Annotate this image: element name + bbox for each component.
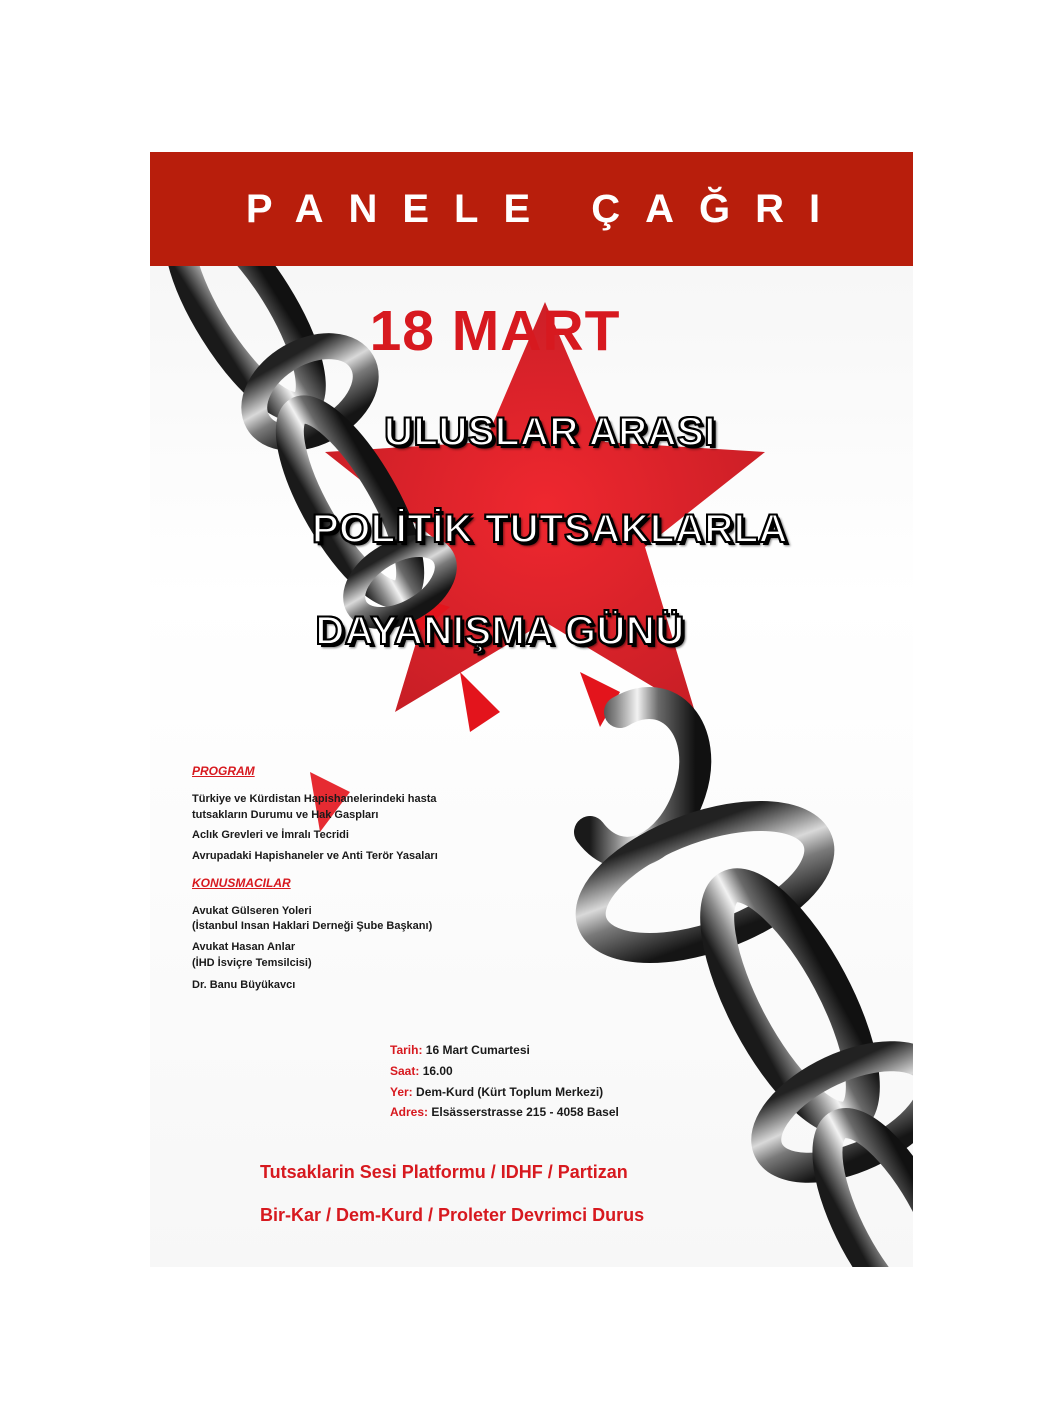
program-title: PROGRAM	[192, 764, 255, 778]
time-label: Saat:	[390, 1064, 420, 1078]
headline-line-3: DAYANIŞMA GÜNÜ	[315, 609, 685, 653]
speaker-affiliation: (İstanbul Insan Haklari Derneği Şube Başkanı)	[192, 920, 433, 932]
title-banner	[150, 152, 913, 266]
program-item: Avrupadaki Hapishaneler ve Anti Terör Yasaları	[192, 850, 438, 862]
event-place-info	[390, 1085, 603, 1099]
speaker-name: Avukat Gülseren Yoleri	[192, 905, 312, 917]
poster	[150, 152, 913, 1267]
speakers-title: KONUSMACILAR	[192, 876, 291, 890]
speaker-name: Dr. Banu Büyükavcı	[192, 979, 296, 991]
event-time-info	[390, 1064, 453, 1078]
program-item: Aclık Grevleri ve İmralı Tecridi	[192, 829, 349, 841]
address-label: Adres:	[390, 1105, 429, 1119]
speaker-name: Avukat Hasan Anlar	[192, 941, 296, 953]
time-value: 16.00	[422, 1064, 453, 1078]
event-address-info	[390, 1105, 619, 1119]
speaker-affiliation: (İHD İsviçre Temsilcisi)	[192, 957, 312, 969]
organizers-line-1: Tutsaklarin Sesi Platformu / IDHF / Partizan	[260, 1162, 628, 1182]
organizers-line-2: Bir-Kar / Dem-Kurd / Proleter Devrimci Durus	[260, 1205, 645, 1225]
program-item: Türkiye ve Kürdistan Hapishanelerindeki hasta	[192, 793, 437, 805]
banner-title: PANELE ÇAĞRI	[245, 186, 846, 231]
place-value: Dem-Kurd (Kürt Toplum Merkezi)	[416, 1085, 604, 1099]
address-value: Elsässerstrasse 215 - 4058 Basel	[431, 1105, 619, 1119]
date-value: 16 Mart Cumartesi	[425, 1043, 530, 1057]
event-date-heading: 18 MART	[369, 299, 621, 363]
headline-line-1: ULUSLAR ARASI	[384, 410, 716, 454]
place-label: Yer:	[390, 1085, 413, 1099]
date-label: Tarih:	[390, 1043, 423, 1057]
headline-line-2: POLİTİK TUTSAKLARLA	[311, 507, 789, 551]
program-item: tutsakların Durumu ve Hak Gaspları	[192, 809, 379, 821]
event-date-info	[390, 1043, 530, 1057]
